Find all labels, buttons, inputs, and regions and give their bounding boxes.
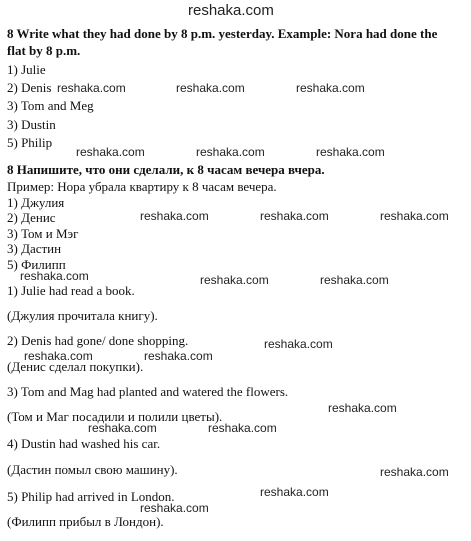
russian-task-title: 8 Напишите, что они сделали, к 8 часам вечера вчера. <box>7 162 325 177</box>
watermark: reshaka.com <box>380 465 449 479</box>
answer-1-russian: (Джулия прочитала книгу). <box>7 308 158 323</box>
watermark: reshaka.com <box>208 421 277 435</box>
answer-3-english: 3) Tom and Mag had planted and watered the flowers. <box>7 384 289 399</box>
watermark: reshaka.com <box>140 501 209 515</box>
answer-4-english: 4) Dustin had washed his car. <box>7 436 161 451</box>
english-task-title-line2: flat by 8 p.m. <box>7 43 81 58</box>
watermark: reshaka.com <box>140 209 209 223</box>
watermark: reshaka.com <box>380 209 449 223</box>
watermark: reshaka.com <box>200 273 269 287</box>
answer-1-english: 1) Julie had read a book. <box>7 283 135 298</box>
watermark: reshaka.com <box>20 269 89 283</box>
watermark: reshaka.com <box>316 145 385 159</box>
answer-4-russian: (Дастин помыл свою машину). <box>7 462 178 477</box>
watermark: reshaka.com <box>328 401 397 415</box>
watermark: reshaka.com <box>76 145 145 159</box>
watermark: reshaka.com <box>144 349 213 363</box>
watermark: reshaka.com <box>57 81 126 95</box>
english-item-tom-meg: 3) Tom and Meg <box>7 98 94 113</box>
russian-task-example: Пример: Нора убрала квартиру к 8 часам вечера. <box>7 179 277 194</box>
russian-item-tom-meg: 3) Том и Мэг <box>7 226 79 241</box>
russian-item-denis: 2) Денис <box>7 210 56 225</box>
watermark: reshaka.com <box>320 273 389 287</box>
answer-5-russian: (Филипп прибыл в Лондон). <box>7 514 164 529</box>
watermark: reshaka.com <box>264 337 333 351</box>
watermark-header: reshaka.com <box>188 2 274 19</box>
watermark: reshaka.com <box>88 421 157 435</box>
answer-3-russian: (Том и Маг посадили и полили цветы). <box>7 409 223 424</box>
russian-item-dustin: 3) Дастин <box>7 241 62 256</box>
english-task-title-line1: 8 Write what they had done by 8 p.m. yesterday. Example: Nora had done the <box>7 26 438 41</box>
english-item-dustin: 3) Dustin <box>7 117 56 132</box>
russian-item-julia: 1) Джулия <box>7 195 65 210</box>
english-item-philip: 5) Philip <box>7 135 53 150</box>
answer-2-russian: (Денис сделал покупки). <box>7 359 144 374</box>
english-item-julie: 1) Julie <box>7 62 46 77</box>
russian-item-philip: 5) Филипп <box>7 257 66 272</box>
english-item-denis: 2) Denis <box>7 80 52 95</box>
answer-5-english: 5) Philip had arrived in London. <box>7 489 175 504</box>
watermark: reshaka.com <box>176 81 245 95</box>
watermark: reshaka.com <box>260 209 329 223</box>
watermark: reshaka.com <box>260 485 329 499</box>
watermark: reshaka.com <box>296 81 365 95</box>
watermark: reshaka.com <box>24 349 93 363</box>
watermark: reshaka.com <box>196 145 265 159</box>
answer-2-english: 2) Denis had gone/ done shopping. <box>7 333 189 348</box>
